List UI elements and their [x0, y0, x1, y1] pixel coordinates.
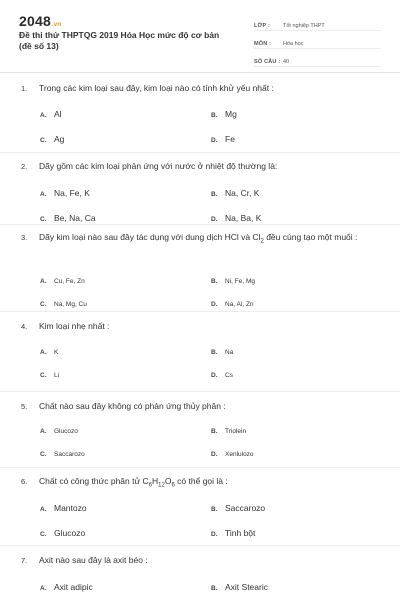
question-number: 7. — [21, 556, 28, 565]
option-letter: B. — [211, 278, 218, 285]
question-number: 6. — [21, 477, 28, 486]
option-text: Al — [54, 109, 62, 119]
option-text: Triolein — [225, 428, 247, 435]
question-divider — [0, 311, 400, 312]
option-letter: C. — [40, 137, 47, 144]
option-letter: B. — [211, 191, 218, 198]
question-text — [39, 229, 374, 250]
option-text: Fe — [225, 134, 235, 144]
option-letter: D. — [211, 531, 218, 538]
question-divider — [0, 224, 400, 225]
option-b[interactable] — [211, 428, 246, 435]
option-b[interactable] — [211, 188, 259, 198]
option-letter: D. — [211, 451, 218, 458]
question-text-part: O — [164, 476, 172, 486]
question-text-part: Chất có công thức phân tử C — [39, 476, 149, 486]
option-letter: A. — [40, 349, 47, 356]
option-letter: B. — [211, 349, 218, 356]
option-d[interactable] — [211, 213, 261, 223]
option-letter: C. — [40, 216, 47, 223]
option-text: Mg — [225, 109, 237, 119]
option-text: Be, Na, Ca — [54, 213, 96, 223]
meta-class-row — [254, 14, 381, 31]
option-text: Tinh bột — [225, 528, 256, 538]
question-number: 2. — [21, 162, 28, 171]
option-text: Na, Mg, Cu — [54, 301, 87, 308]
option-c[interactable] — [40, 134, 64, 144]
option-text: Axit adipic — [54, 582, 93, 592]
option-text: Ag — [54, 134, 65, 144]
option-letter: D. — [211, 137, 218, 144]
meta-class-key: LỚP : — [254, 23, 270, 29]
option-b[interactable] — [211, 109, 237, 119]
subscript: 12 — [158, 482, 165, 489]
option-letter: D. — [211, 301, 218, 308]
option-letter: A. — [40, 428, 47, 435]
meta-subject-value[interactable]: Hóa học — [283, 41, 304, 47]
option-c[interactable] — [40, 301, 87, 308]
option-text: Glucozo — [54, 528, 86, 538]
page-header — [0, 0, 400, 73]
question-number: 5. — [21, 402, 28, 411]
option-letter: C. — [40, 301, 47, 308]
question-text-part: đều cùng tạo một muối : — [263, 232, 358, 242]
option-letter: A. — [40, 112, 47, 119]
subscript: 6 — [171, 482, 175, 489]
subscript: 6 — [148, 482, 153, 489]
option-a[interactable] — [40, 109, 62, 119]
option-a[interactable] — [40, 188, 90, 198]
option-text: Axit Stearic — [225, 582, 268, 592]
option-letter: C. — [40, 531, 47, 538]
question-text: Kim loại nhẹ nhất : — [39, 321, 110, 331]
logo-text: 2048 — [19, 13, 51, 29]
option-text: Na, Al, Zn — [225, 301, 254, 308]
option-c[interactable] — [40, 372, 59, 379]
option-text: Na — [225, 349, 234, 356]
option-b[interactable] — [211, 503, 265, 513]
option-d[interactable] — [211, 451, 254, 458]
question-text: Chất nào sau đây không có phản ứng thủy phân : — [39, 401, 226, 411]
option-a[interactable] — [40, 428, 78, 435]
option-letter: D. — [211, 372, 218, 379]
site-logo[interactable] — [19, 13, 61, 29]
option-a[interactable] — [40, 503, 87, 513]
option-text: Na, Ba, K — [225, 213, 262, 223]
option-text: Glucozo — [54, 428, 78, 435]
question-text-part: có thể gọi là : — [174, 476, 228, 486]
option-c[interactable] — [40, 528, 85, 538]
option-letter: C. — [40, 451, 47, 458]
subscript: 2 — [260, 238, 264, 245]
option-text: Saccarozo — [54, 451, 85, 458]
exam-meta — [254, 14, 381, 68]
option-d[interactable] — [211, 301, 254, 308]
option-c[interactable] — [40, 213, 96, 223]
option-c[interactable] — [40, 451, 85, 458]
option-letter: B. — [211, 428, 218, 435]
option-text: Cs — [225, 372, 233, 379]
meta-subject-key: MÔN : — [254, 41, 272, 47]
option-letter: C. — [40, 372, 47, 379]
option-letter: D. — [211, 216, 218, 223]
question-text: Trong các kim loại sau đây, kim loại nào có tính khử yếu nhất : — [39, 83, 274, 93]
meta-count-row — [254, 50, 381, 67]
option-letter: A. — [40, 191, 47, 198]
meta-subject-row — [254, 32, 381, 49]
option-d[interactable] — [211, 372, 233, 379]
option-a[interactable] — [40, 582, 93, 592]
meta-count-key: SỐ CÂU : — [254, 59, 281, 65]
option-text: Na, Cr, K — [225, 188, 260, 198]
exam-title: Đề thi thử THPTQG 2019 Hóa Học mức độ cơ bản (đề số 13) — [19, 30, 220, 51]
option-b[interactable] — [211, 582, 268, 592]
question-divider — [0, 391, 400, 392]
option-b[interactable] — [211, 278, 255, 285]
option-letter: A. — [40, 506, 47, 513]
option-a[interactable] — [40, 278, 85, 285]
question-text-part: H — [152, 476, 159, 486]
question-text-part: Dãy kim loại nào sau đây tác dụng với dung dịch HCl và Cl — [39, 232, 261, 242]
question-divider — [0, 545, 400, 546]
option-letter: A. — [40, 278, 47, 285]
option-letter: B. — [211, 506, 218, 513]
option-text: Cu, Fe, Zn — [54, 278, 85, 285]
question-number: 3. — [21, 233, 28, 242]
option-d[interactable] — [211, 528, 255, 538]
option-a[interactable] — [40, 349, 58, 356]
meta-class-value[interactable]: Tốt nghiệp THPT — [283, 23, 325, 29]
option-text: Mantozo — [54, 503, 87, 513]
question-text: Axit nào sau đây là axit béo : — [39, 555, 148, 565]
option-text: Li — [54, 372, 60, 379]
logo-suffix: .vn — [51, 22, 62, 28]
option-text: Na, Fe, K — [54, 188, 90, 198]
question-number: 1. — [21, 84, 28, 93]
option-letter: B. — [211, 585, 218, 592]
question-text — [39, 473, 374, 494]
option-b[interactable] — [211, 349, 233, 356]
option-letter: B. — [211, 112, 218, 119]
option-text: Saccarozo — [225, 503, 266, 513]
question-text: Dãy gồm các kim loại phản ứng với nước ở nhiệt độ thường là: — [39, 161, 278, 171]
option-d[interactable] — [211, 134, 235, 144]
meta-count-value: 40 — [283, 59, 290, 65]
option-text: Ni, Fe, Mg — [225, 278, 255, 285]
option-letter: A. — [40, 585, 47, 592]
option-text: K — [54, 349, 59, 356]
option-text: Xenlulozo — [225, 451, 254, 458]
question-divider — [0, 467, 400, 468]
question-divider — [0, 152, 400, 153]
question-number: 4. — [21, 322, 28, 331]
